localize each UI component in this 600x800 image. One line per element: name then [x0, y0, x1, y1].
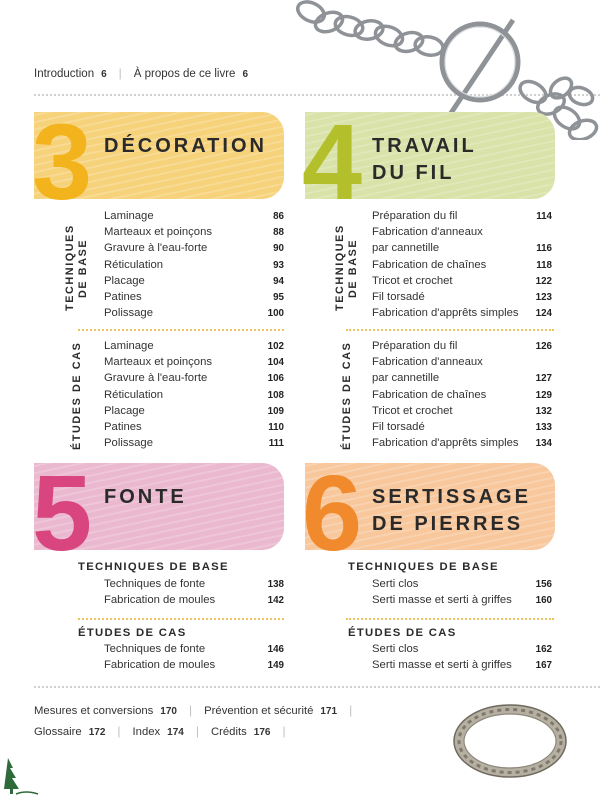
toc-link-introduction[interactable]: Introduction: [34, 68, 95, 80]
divider: [78, 329, 284, 331]
toc-link-safety[interactable]: Prévention et sécurité: [204, 705, 314, 717]
toc-link-index[interactable]: Index: [132, 726, 161, 738]
techniques-label: TECHNIQUES DE BASE: [64, 224, 89, 312]
toc-entry[interactable]: Fabrication de moules 142: [104, 594, 284, 607]
bangle-image: [450, 700, 570, 782]
separator: |: [117, 724, 121, 738]
toc-entry[interactable]: Patines 95: [104, 290, 284, 303]
toc-entry[interactable]: Laminage 102: [104, 340, 284, 352]
toc-link-measures[interactable]: Mesures et conversions: [34, 705, 154, 717]
chapter-number: 3: [32, 101, 89, 222]
page-number: 171: [320, 706, 338, 717]
section-heading: ÉTUDES DE CAS: [348, 627, 457, 639]
toc-entry[interactable]: Serti masse et serti à griffes 167: [372, 659, 552, 672]
chapter-title[interactable]: TRAVAIL DU FIL: [372, 135, 477, 184]
page-number: 170: [160, 706, 177, 717]
toc-entry[interactable]: Fabrication d'apprêts simples 134: [372, 437, 552, 450]
toc-entry[interactable]: Placage 109: [104, 404, 284, 417]
techniques-list: [372, 578, 552, 610]
toc-entry[interactable]: Marteaux et poinçons 88: [104, 226, 284, 239]
toc-link-credits[interactable]: Crédits: [210, 726, 247, 738]
toc-entry[interactable]: Fabrication de chaînes 129: [372, 388, 552, 401]
section-heading: TECHNIQUES DE BASE: [78, 561, 229, 573]
cases-label: ÉTUDES DE CAS: [71, 341, 83, 451]
top-nav: [34, 66, 248, 80]
toc-link-about[interactable]: À propos de ce livre: [133, 68, 236, 80]
section-heading: ÉTUDES DE CAS: [78, 627, 187, 639]
chapter-title[interactable]: FONTE: [104, 486, 187, 508]
separator: |: [195, 724, 199, 738]
footer-row: [34, 724, 298, 738]
toc-entry[interactable]: Fabrication de chaînes 118: [372, 258, 552, 271]
toc-entry[interactable]: Laminage 86: [104, 210, 284, 222]
toc-link-glossary[interactable]: Glossaire: [34, 726, 82, 738]
separator: |: [118, 66, 122, 80]
cases-list: [372, 340, 552, 453]
toc-entry[interactable]: Fabrication d'anneaux: [372, 226, 483, 239]
toc-entry[interactable]: Fil torsadé 133: [372, 420, 552, 433]
toc-entry[interactable]: Serti clos 162: [372, 643, 552, 655]
toc-entry[interactable]: Marteaux et poinçons 104: [104, 356, 284, 369]
separator: |: [188, 703, 193, 717]
divider: [34, 686, 600, 688]
techniques-list: [104, 578, 284, 610]
toc-entry[interactable]: Fabrication d'anneaux: [372, 356, 483, 369]
toc-entry[interactable]: Gravure à l'eau-forte 90: [104, 242, 284, 255]
toc-entry[interactable]: Tricot et crochet 132: [372, 404, 552, 417]
toc-entry[interactable]: Gravure à l'eau-forte 106: [104, 372, 284, 385]
section-heading: TECHNIQUES DE BASE: [348, 561, 499, 573]
toc-entry[interactable]: Préparation du fil 114: [372, 210, 552, 222]
separator: |: [282, 724, 286, 738]
techniques-list: [372, 210, 552, 323]
toc-entry[interactable]: Fil torsadé 123: [372, 290, 552, 303]
toc-entry[interactable]: par cannetille 127: [372, 372, 552, 385]
toc-entry[interactable]: Patines 110: [104, 420, 284, 433]
divider: [78, 618, 284, 620]
page-number: 6: [101, 69, 107, 80]
divider: [346, 618, 554, 620]
toc-entry[interactable]: Techniques de fonte 138: [104, 578, 284, 590]
toc-entry[interactable]: Polissage 100: [104, 307, 284, 320]
chapter-number: 5: [32, 452, 89, 573]
cases-label: ÉTUDES DE CAS: [341, 341, 353, 451]
toc-entry[interactable]: Fabrication d'apprêts simples 124: [372, 307, 552, 320]
page-number: 176: [253, 727, 271, 738]
cases-list: [372, 643, 552, 675]
toc-entry[interactable]: Placage 94: [104, 274, 284, 287]
techniques-list: [104, 210, 284, 323]
footer-row: [34, 703, 364, 717]
toc-entry[interactable]: Réticulation 93: [104, 258, 284, 271]
toc-entry[interactable]: Polissage 111: [104, 437, 284, 450]
toc-entry[interactable]: Préparation du fil 126: [372, 340, 552, 352]
chapter-number: 6: [302, 452, 359, 573]
toc-entry[interactable]: Serti clos 156: [372, 578, 552, 590]
divider: [346, 329, 554, 331]
page-number: 174: [167, 727, 184, 738]
toc-entry[interactable]: Serti masse et serti à griffes 160: [372, 594, 552, 607]
chapter-number: 4: [302, 101, 359, 222]
techniques-label: TECHNIQUES DE BASE: [334, 224, 359, 312]
toc-entry[interactable]: Techniques de fonte 146: [104, 643, 284, 655]
toc-entry[interactable]: Fabrication de moules 149: [104, 659, 284, 672]
toc-entry[interactable]: par cannetille 116: [372, 242, 552, 255]
chapter-title[interactable]: DÉCORATION: [104, 135, 267, 157]
toc-entry[interactable]: Tricot et crochet 122: [372, 274, 552, 287]
cases-list: [104, 643, 284, 675]
separator: |: [349, 703, 353, 717]
page-number: 172: [88, 727, 106, 738]
cases-list: [104, 340, 284, 453]
page-number: 6: [242, 69, 248, 80]
toc-entry[interactable]: Réticulation 108: [104, 388, 284, 401]
tree-logo-icon: [2, 756, 40, 796]
chapter-title[interactable]: SERTISSAGE DE PIERRES: [372, 486, 531, 535]
